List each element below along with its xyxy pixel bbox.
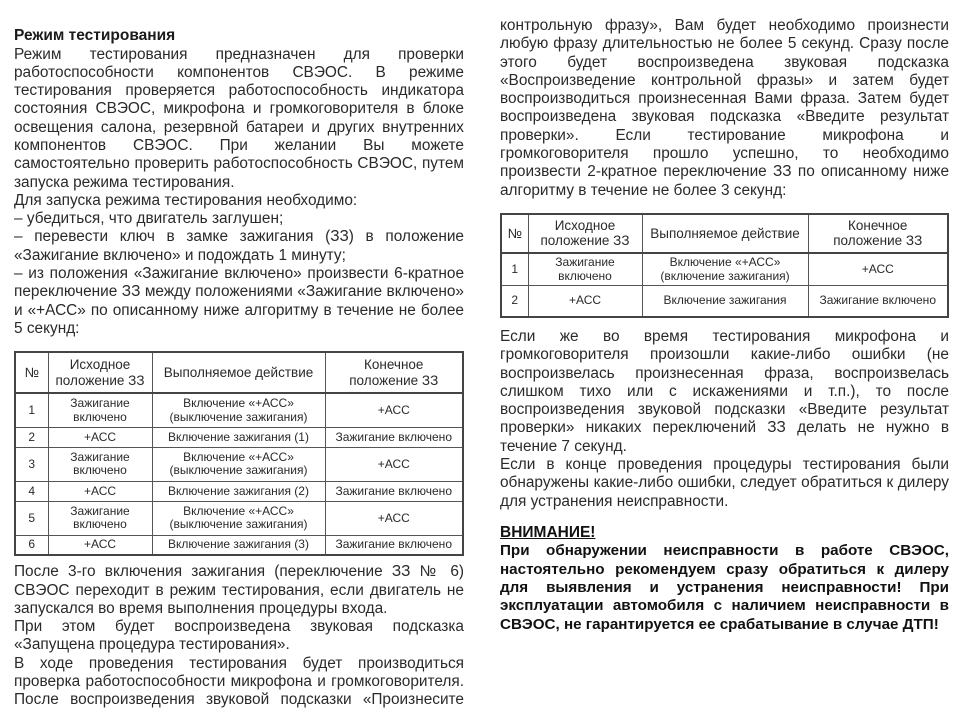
table-header-row xyxy=(15,352,463,393)
cell-number: 2 xyxy=(501,286,528,317)
switching-table-6 xyxy=(14,351,464,556)
cell-action: Включение зажигания (2) xyxy=(152,481,325,501)
after-table-paragraph-3: В ходе проведения тестирования будет производиться проверка работоспособности микрофона и громкоговорителя. После воспроизведения звуковой подсказки «Произнесите xyxy=(14,654,464,709)
table-row xyxy=(15,535,463,555)
cell-action: Включение «+АСС» (выключение зажигания) xyxy=(152,447,325,481)
cell-to: +АСС xyxy=(325,501,463,535)
warning-title: ВНИМАНИЕ! xyxy=(500,523,596,541)
errors-paragraph: Если же во время тестирования микрофона и громкоговорителя произошли какие-либо ошибки (не воспроизвелась произнесенная фраза, воспроизвелась слишком тихо или с искажениями и т.п.), то после воспроизведения звуковой подсказки «Введите результат проверки» никаких переключений ЗЗ делать не нужно в течение 7 секунд. xyxy=(500,327,949,455)
warning-text: При обнаружении неисправности в работе СВЭОС, настоятельно рекомендуем сразу обратиться к дилеру для выявления и устранения неисправности! При эксплуатации автомобиля с наличием неисправности в СВЭОС, не гарантируется ее срабатывание в случае ДТП! xyxy=(500,542,949,633)
cell-number: 6 xyxy=(15,535,48,555)
dealer-paragraph: Если в конце проведения процедуры тестирования были обнаружены какие-либо ошибки, следует обратиться к дилеру для устранения неисправности. xyxy=(500,456,949,510)
cell-from: +АСС xyxy=(528,286,642,317)
after-table-paragraph-2: При этом будет воспроизведена звуковая подсказка «Запущена процедура тестирования». xyxy=(14,618,464,654)
cell-from: +АСС xyxy=(48,427,152,447)
cell-from: Зажигание включено xyxy=(48,447,152,481)
cell-to: +АСС xyxy=(325,393,463,427)
cell-number: 4 xyxy=(15,481,48,501)
left-column xyxy=(14,27,464,710)
table-row xyxy=(15,393,463,427)
step-2: – перевести ключ в замке зажигания (ЗЗ) в положение «Зажигание включено» и подождать 1 минуту; xyxy=(14,228,464,264)
table-row xyxy=(501,286,948,317)
table-row xyxy=(15,447,463,481)
table-row xyxy=(15,481,463,501)
cell-from: Зажигание включено xyxy=(528,253,642,286)
cell-number: 2 xyxy=(15,427,48,447)
header-action: Выполняемое действие xyxy=(642,214,808,253)
header-from: Исходное положение ЗЗ xyxy=(528,214,642,253)
cell-number: 1 xyxy=(501,253,528,286)
cell-action: Включение зажигания xyxy=(642,286,808,317)
step-1: – убедиться, что двигатель заглушен; xyxy=(14,210,284,228)
cell-from: +АСС xyxy=(48,481,152,501)
cell-action: Включение «+АСС» (выключение зажигания) xyxy=(152,393,325,427)
intro-paragraph: Режим тестирования предназначен для проверки работоспособности компонентов СВЭОС. В режиме тестирования проверяется работоспособность индикатора состояния СВЭОС, микрофона и громкоговорителя в блоке освещения салона, резервной батареи и других внутренних компонентов СВЭОС. При желании Вы можете самостоятельно проверить работоспособность СВЭОС, путем запуска режима тестирования. xyxy=(14,45,464,191)
cell-to: Зажигание включено xyxy=(325,427,463,447)
cell-number: 5 xyxy=(15,501,48,535)
cell-to: +АСС xyxy=(808,253,948,286)
right-column xyxy=(500,17,949,634)
cell-to: Зажигание включено xyxy=(325,481,463,501)
cell-action: Включение зажигания (3) xyxy=(152,535,325,555)
cell-action: Включение зажигания (1) xyxy=(152,427,325,447)
header-from: Исходное положение ЗЗ xyxy=(48,352,152,393)
header-number: № xyxy=(15,352,48,393)
table-header-row xyxy=(501,214,948,253)
cell-to: Зажигание включено xyxy=(808,286,948,317)
after-table-paragraph-1: После 3-го включения зажигания (переключение ЗЗ № 6) СВЭОС переходит в режим тестирования, если двигатель не запускался во время выполнения процедуры входа. xyxy=(14,563,464,617)
switching-table-2 xyxy=(500,213,949,318)
cell-action: Включение «+АСС» (выключение зажигания) xyxy=(152,501,325,535)
header-number: № xyxy=(501,214,528,253)
cell-from: Зажигание включено xyxy=(48,393,152,427)
cell-from: Зажигание включено xyxy=(48,501,152,535)
header-to: Конечное положение ЗЗ xyxy=(325,352,463,393)
launch-intro: Для запуска режима тестирования необходимо: xyxy=(14,191,358,209)
cell-action: Включение «+АСС» (включение зажигания) xyxy=(642,253,808,286)
cell-to: +АСС xyxy=(325,447,463,481)
cell-from: +АСС xyxy=(48,535,152,555)
cell-to: Зажигание включено xyxy=(325,535,463,555)
header-action: Выполняемое действие xyxy=(152,352,325,393)
continuation-paragraph: контрольную фразу», Вам будет необходимо произнести любую фразу длительностью не более 5 секунд. Сразу после этого будет воспроизведена звуковая подсказка «Воспроизведение контрольной фразы» и затем будет воспроизводиться произнесенная Вами фраза. Затем будет воспроизведена звуковая подсказка «Введите результат проверки». Если тестирование микрофона и громкоговорителя прошло успешно, то необходимо произвести 2-кратное переключение ЗЗ по описанному ниже алгоритму в течение не более 3 секунд: xyxy=(500,17,949,199)
table-row xyxy=(501,253,948,286)
header-to: Конечное положение ЗЗ xyxy=(808,214,948,253)
cell-number: 1 xyxy=(15,393,48,427)
section-title: Режим тестирования xyxy=(14,27,176,44)
table-row xyxy=(15,427,463,447)
table-row xyxy=(15,501,463,535)
cell-number: 3 xyxy=(15,447,48,481)
step-3: – из положения «Зажигание включено» произвести 6-кратное переключение ЗЗ между положениями «Зажигание включено» и «+АСС» по описанному ниже алгоритму в течение не более 5 секунд: xyxy=(14,265,464,337)
